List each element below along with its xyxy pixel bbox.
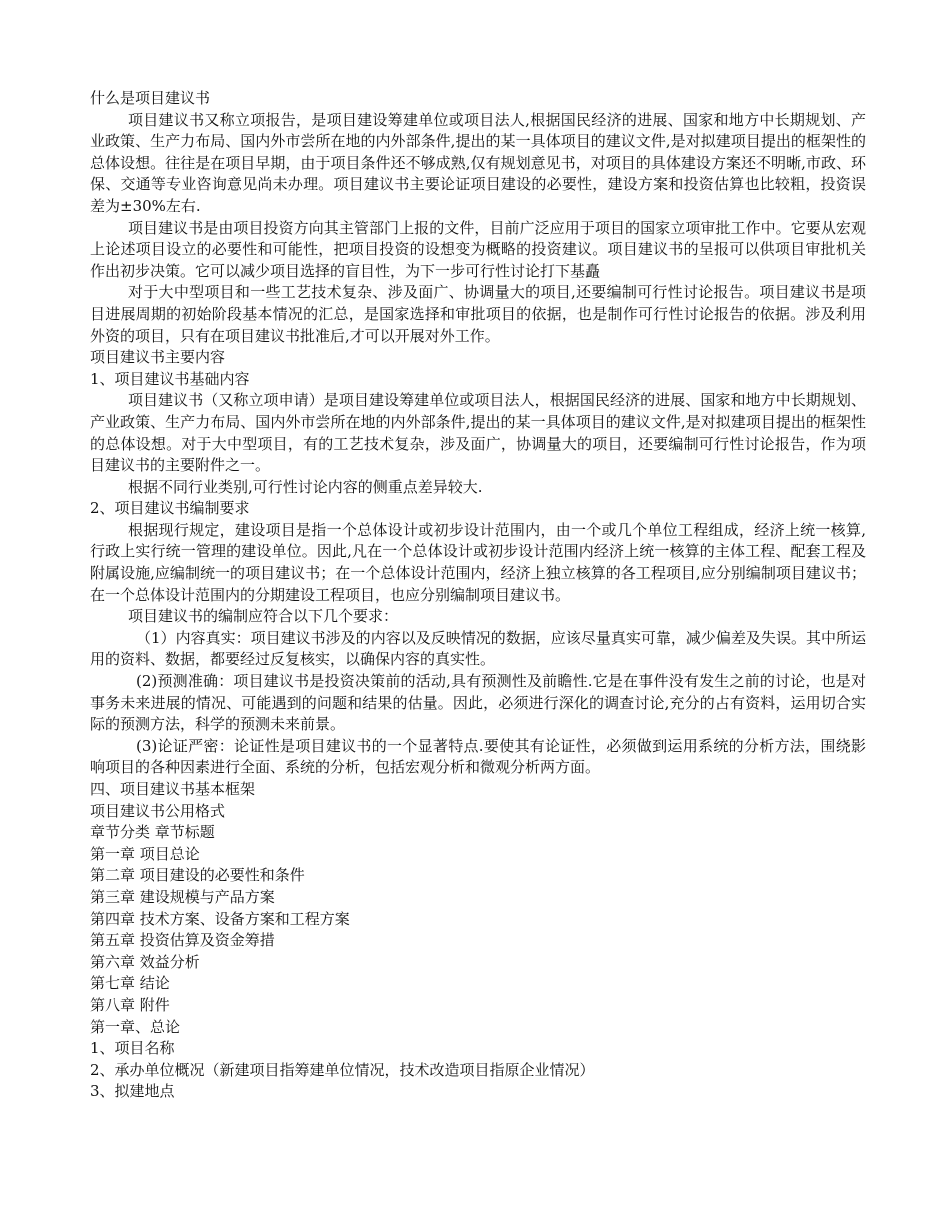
list-item: 2、承办单位概况（新建项目指筹建单位情况，技术改造项目指原企业情况） bbox=[90, 1060, 595, 1079]
paragraph: 根据现行规定，建设项目是指一个总体设计或初步设计范围内，由一个或几个单位工程组成，经济上统一核算,行政上实行统一管理的建设单位。因此,凡在一个总体设计或初步设计范围内经济上统一核算的主体工程、配套工程及附属设施,应编制统一的项目建议书；在一个总体设计范围内，经济上独立核算的各工程项目,应分别编制项目建议书；在一个总体设计范围内的分期建设工程项目，也应分别编制项目建议书。 bbox=[90, 520, 866, 604]
chapter-table-header: 章节分类 章节标题 bbox=[90, 823, 215, 842]
chapter-item: 第二章 项目建设的必要性和条件 bbox=[90, 866, 305, 885]
requirement-item: (2)预测准确：项目建议书是投资决策前的活动,具有预测性及前瞻性.它是在事件没有发生之前的讨论，也是对事务未来进展的情况、可能遇到的问题和结果的估量。因此，必须进行深化的调查讨论,充分的占有资料，运用切合实际的预测方法，科学的预测未来前景。 bbox=[90, 672, 866, 734]
subsection-heading: 2、项目建议书编制要求 bbox=[90, 499, 250, 518]
document-body bbox=[90, 88, 866, 1103]
chapter-item: 第四章 技术方案、设备方案和工程方案 bbox=[90, 909, 350, 928]
paragraph: 项目建议书的编制应符合以下几个要求： bbox=[128, 607, 399, 626]
subsection-heading: 1、项目建议书基础内容 bbox=[90, 369, 250, 388]
list-item: 1、项目名称 bbox=[90, 1039, 175, 1058]
chapter-item: 第三章 建设规模与产品方案 bbox=[90, 887, 275, 906]
chapter-item: 第五章 投资估算及资金筹措 bbox=[90, 931, 275, 950]
chapter-item: 第七章 结论 bbox=[90, 974, 170, 993]
chapter-title: 第一章、总论 bbox=[90, 1017, 181, 1036]
requirement-item: （1）内容真实：项目建议书涉及的内容以及反映情况的数据，应该尽量真实可靠，减少偏差及失误。其中所运用的资料、数据，都要经过反复核实，以确保内容的真实性。 bbox=[90, 628, 866, 669]
section-heading: 项目建议书主要内容 bbox=[90, 348, 226, 367]
paragraph: 根据不同行业类别,可行性讨论内容的侧重点差异较大. bbox=[128, 477, 483, 496]
format-heading: 项目建议书公用格式 bbox=[90, 801, 226, 820]
chapter-item: 第六章 效益分析 bbox=[90, 952, 200, 971]
paragraph: 项目建议书（又称立项申请）是项目建设筹建单位或项目法人，根据国民经济的进展、国家和地方中长期规划、产业政策、生产力布局、国内外市尝所在地的内外部条件,提出的某一具体项目的建议文件,是对拟建项目提出的框架性的总体设想。对于大中型项目，有的工艺技术复杂，涉及面广，协调量大的项目，还要编制可行性讨论报告，作为项目建议书的主要附件之一。 bbox=[90, 391, 866, 475]
paragraph: 对于大中型项目和一些工艺技术复杂、涉及面广、协调量大的项目,还要编制可行性讨论报告。项目建议书是项目进展周期的初始阶段基本情况的汇总，是国家选择和审批项目的依据，也是制作可行性讨论报告的依据。涉及利用外资的项目，只有在项目建议书批准后,才可以开展对外工作。 bbox=[90, 283, 866, 345]
section-heading: 四、项目建议书基本框架 bbox=[90, 780, 256, 798]
paragraph: 项目建议书是由项目投资方向其主管部门上报的文件，目前广泛应用于项目的国家立项审批工作中。它要从宏观上论述项目设立的必要性和可能性，把项目投资的设想变为概略的投资建议。项目建议书的呈报可以供项目审批机关作出初步决策。它可以减少项目选择的盲目性，为下一步可行性讨论打下基矗 bbox=[90, 218, 866, 280]
paragraph: 项目建议书又称立项报告，是项目建设筹建单位或项目法人,根据国民经济的进展、国家和地方中长期规划、产业政策、生产力布局、国内外市尝所在地的内外部条件,提出的某一具体项目的建议文件,是对拟建项目提出的框架性的总体设想。往往是在项目早期，由于项目条件还不够成熟,仅有规划意见书，对项目的具体建设方案还不明晰,市政、环保、交通等专业咨询意见尚未办理。项目建议书主要论证项目建设的必要性，建设方案和投资估算也比较粗，投资误差为±30%左右. bbox=[90, 110, 866, 215]
requirement-item: (3)论证严密：论证性是项目建议书的一个显著特点.要使其有论证性，必须做到运用系统的分析方法，围绕影响项目的各种因素进行全面、系统的分析，包括宏观分析和微观分析两方面。 bbox=[90, 736, 866, 777]
document-title: 什么是项目建议书 bbox=[90, 89, 211, 107]
chapter-item: 第八章 附件 bbox=[90, 995, 170, 1014]
chapter-item: 第一章 项目总论 bbox=[90, 844, 200, 863]
list-item: 3、拟建地点 bbox=[90, 1082, 175, 1101]
